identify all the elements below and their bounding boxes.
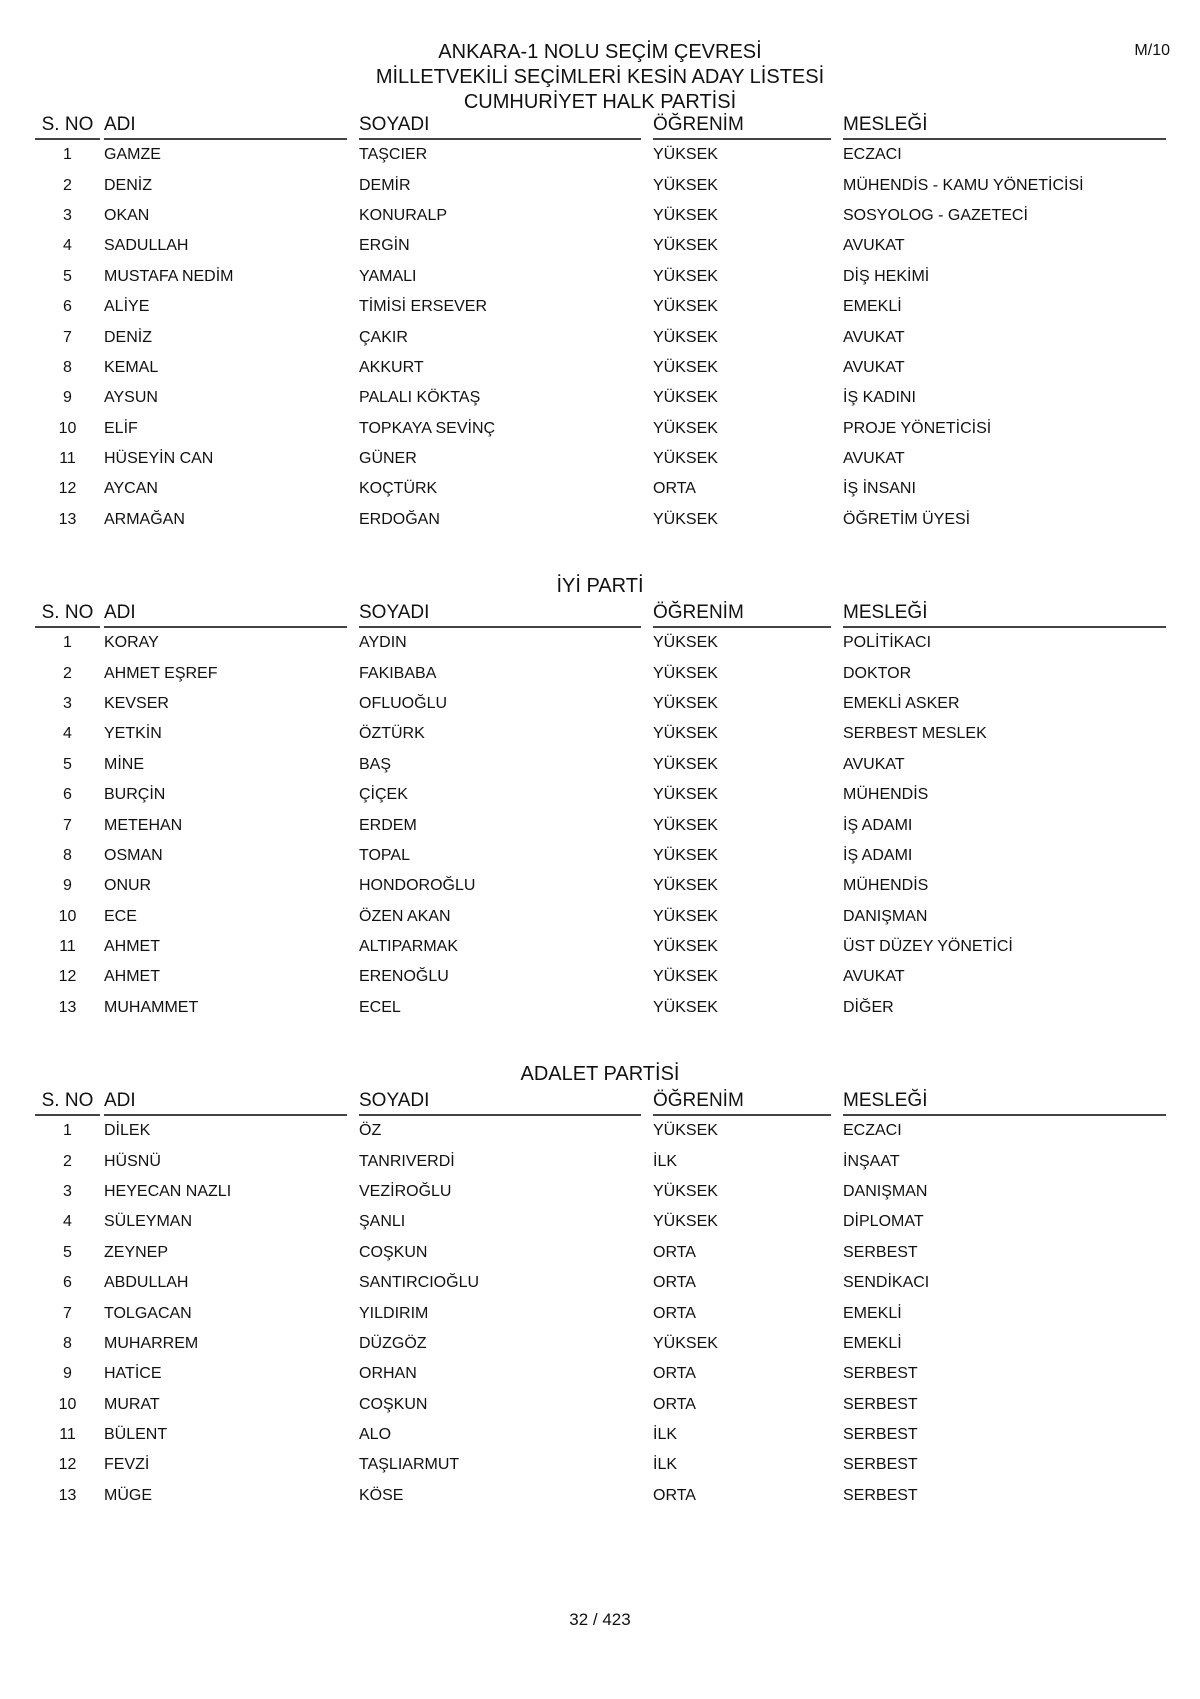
- col-header-meslegi: MESLEĞİ: [839, 112, 1166, 140]
- table-row: [35, 689, 1166, 719]
- cell-no: 13: [58, 510, 77, 528]
- col-header-no: S. NO: [35, 112, 100, 140]
- cell-soyadi: ERGİN: [359, 237, 410, 255]
- cell-meslegi: SERBEST: [843, 1243, 918, 1261]
- cell-no: 7: [63, 328, 72, 346]
- col-header-meslegi: MESLEĞİ: [839, 600, 1166, 628]
- table-row: [35, 231, 1166, 261]
- cell-no: 5: [63, 267, 72, 285]
- cell-adi: DİLEK: [104, 1122, 151, 1140]
- cell-soyadi: ÖZTÜRK: [359, 725, 425, 743]
- document-header: [0, 40, 1200, 115]
- table-body: [35, 628, 1166, 1023]
- cell-meslegi: AVUKAT: [843, 237, 905, 255]
- table-row: [35, 292, 1166, 322]
- cell-no: 2: [63, 664, 72, 682]
- cell-ogrenim: YÜKSEK: [653, 998, 718, 1016]
- table-row: [35, 1359, 1166, 1389]
- cell-ogrenim: YÜKSEK: [653, 510, 718, 528]
- cell-ogrenim: YÜKSEK: [653, 755, 718, 773]
- cell-meslegi: İŞ ADAMI: [843, 846, 913, 864]
- cell-ogrenim: YÜKSEK: [653, 206, 718, 224]
- cell-no: 2: [63, 1152, 72, 1170]
- cell-no: 1: [63, 634, 72, 652]
- cell-adi: DENİZ: [104, 328, 152, 346]
- table-row: [35, 719, 1166, 749]
- cell-ogrenim: ORTA: [653, 1365, 696, 1383]
- table-row: [35, 1481, 1166, 1511]
- table-row: [35, 262, 1166, 292]
- table-row: [35, 810, 1166, 840]
- cell-soyadi: ALTIPARMAK: [359, 938, 458, 956]
- cell-adi: MUSTAFA NEDİM: [104, 267, 234, 285]
- table-row: [35, 1420, 1166, 1450]
- col-header-adi: ADI: [100, 112, 355, 140]
- candidate-table-iyi: [35, 600, 1166, 1023]
- table-row: [35, 1146, 1166, 1176]
- cell-meslegi: DİĞER: [843, 998, 894, 1016]
- table-row: [35, 1207, 1166, 1237]
- cell-adi: KEVSER: [104, 694, 169, 712]
- table-row: [35, 505, 1166, 535]
- cell-soyadi: YAMALI: [359, 267, 417, 285]
- cell-meslegi: SERBEST MESLEK: [843, 725, 987, 743]
- cell-meslegi: SERBEST: [843, 1365, 918, 1383]
- cell-no: 10: [58, 419, 77, 437]
- cell-meslegi: AVUKAT: [843, 755, 905, 773]
- cell-adi: ONUR: [104, 877, 152, 895]
- cell-adi: BÜLENT: [104, 1426, 168, 1444]
- cell-meslegi: İŞ ADAMI: [843, 816, 913, 834]
- cell-no: 5: [63, 1243, 72, 1261]
- cell-meslegi: ÜST DÜZEY YÖNETİCİ: [843, 938, 1013, 956]
- cell-adi: SÜLEYMAN: [104, 1213, 193, 1231]
- cell-adi: BURÇİN: [104, 786, 166, 804]
- cell-no: 5: [63, 755, 72, 773]
- cell-ogrenim: ORTA: [653, 1274, 696, 1292]
- cell-no: 3: [63, 1182, 72, 1200]
- cell-meslegi: AVUKAT: [843, 450, 905, 468]
- cell-soyadi: SANTIRCIOĞLU: [359, 1274, 480, 1292]
- cell-ogrenim: YÜKSEK: [653, 816, 718, 834]
- candidate-table-chp: [35, 112, 1166, 535]
- table-header: [35, 112, 1166, 140]
- cell-ogrenim: YÜKSEK: [653, 968, 718, 986]
- cell-ogrenim: YÜKSEK: [653, 298, 718, 316]
- table-row: [35, 201, 1166, 231]
- cell-ogrenim: YÜKSEK: [653, 176, 718, 194]
- table-row: [35, 170, 1166, 200]
- table-row: [35, 932, 1166, 962]
- cell-no: 9: [63, 1365, 72, 1383]
- cell-no: 9: [63, 877, 72, 895]
- cell-adi: ABDULLAH: [104, 1274, 189, 1292]
- cell-soyadi: TAŞCIER: [359, 146, 428, 164]
- table-row: [35, 780, 1166, 810]
- cell-adi: AYCAN: [104, 480, 158, 498]
- cell-adi: YETKİN: [104, 725, 162, 743]
- cell-meslegi: AVUKAT: [843, 968, 905, 986]
- cell-soyadi: TİMİSİ ERSEVER: [359, 298, 488, 316]
- cell-adi: FEVZİ: [104, 1456, 150, 1474]
- col-header-adi: ADI: [100, 1088, 355, 1116]
- cell-adi: ECE: [104, 907, 137, 925]
- cell-adi: HÜSNÜ: [104, 1152, 161, 1170]
- cell-soyadi: ERDOĞAN: [359, 510, 440, 528]
- col-header-ogrenim: ÖĞRENİM: [649, 1088, 839, 1116]
- header-line-list-title: MİLLETVEKİLİ SEÇİMLERİ KESİN ADAY LİSTESİ: [375, 66, 825, 88]
- table-row: [35, 322, 1166, 352]
- table-row: [35, 1329, 1166, 1359]
- table-row: [35, 1390, 1166, 1420]
- cell-soyadi: YILDIRIM: [359, 1304, 429, 1322]
- cell-ogrenim: ORTA: [653, 480, 696, 498]
- cell-no: 8: [63, 846, 72, 864]
- cell-meslegi: POLİTİKACI: [843, 634, 932, 652]
- cell-no: 12: [58, 968, 77, 986]
- cell-ogrenim: YÜKSEK: [653, 694, 718, 712]
- cell-soyadi: COŞKUN: [359, 1395, 428, 1413]
- table-row: [35, 474, 1166, 504]
- cell-soyadi: ECEL: [359, 998, 401, 1016]
- cell-no: 13: [58, 998, 77, 1016]
- cell-meslegi: ÖĞRETİM ÜYESİ: [843, 510, 971, 528]
- cell-adi: GAMZE: [104, 146, 161, 164]
- page-number: 32 / 423: [569, 1610, 631, 1629]
- cell-soyadi: KONURALP: [359, 206, 448, 224]
- cell-ogrenim: ORTA: [653, 1243, 696, 1261]
- cell-meslegi: MÜHENDİS: [843, 786, 929, 804]
- cell-no: 3: [63, 206, 72, 224]
- cell-soyadi: TANRIVERDİ: [359, 1152, 455, 1170]
- cell-soyadi: DEMİR: [359, 176, 411, 194]
- cell-ogrenim: ORTA: [653, 1486, 696, 1504]
- cell-meslegi: DOKTOR: [843, 664, 912, 682]
- cell-ogrenim: YÜKSEK: [653, 1213, 718, 1231]
- table-row: [35, 962, 1166, 992]
- cell-meslegi: DANIŞMAN: [843, 1182, 928, 1200]
- cell-ogrenim: YÜKSEK: [653, 907, 718, 925]
- cell-meslegi: SERBEST: [843, 1395, 918, 1413]
- col-header-no: S. NO: [35, 600, 100, 628]
- cell-adi: MURAT: [104, 1395, 160, 1413]
- table-header: [35, 600, 1166, 628]
- col-header-adi: ADI: [100, 600, 355, 628]
- cell-soyadi: ORHAN: [359, 1365, 417, 1383]
- cell-soyadi: GÜNER: [359, 450, 417, 468]
- cell-no: 6: [63, 1274, 72, 1292]
- cell-meslegi: ECZACI: [843, 146, 902, 164]
- cell-meslegi: AVUKAT: [843, 328, 905, 346]
- cell-adi: DENİZ: [104, 176, 152, 194]
- cell-soyadi: ALO: [359, 1426, 392, 1444]
- table-row: [35, 902, 1166, 932]
- cell-adi: HATİCE: [104, 1365, 162, 1383]
- cell-no: 4: [63, 1213, 72, 1231]
- table-row: [35, 841, 1166, 871]
- cell-adi: AHMET: [104, 968, 160, 986]
- cell-adi: ARMAĞAN: [104, 510, 185, 528]
- cell-soyadi: ERDEM: [359, 816, 417, 834]
- cell-no: 7: [63, 1304, 72, 1322]
- cell-soyadi: KOÇTÜRK: [359, 480, 438, 498]
- table-row: [35, 1177, 1166, 1207]
- cell-adi: AHMET: [104, 938, 160, 956]
- cell-meslegi: SERBEST: [843, 1426, 918, 1444]
- cell-meslegi: ECZACI: [843, 1122, 902, 1140]
- cell-ogrenim: YÜKSEK: [653, 786, 718, 804]
- cell-meslegi: MÜHENDİS: [843, 877, 929, 895]
- table-row: [35, 444, 1166, 474]
- cell-no: 11: [59, 938, 76, 956]
- cell-adi: MÜGE: [104, 1486, 152, 1504]
- col-header-soyadi: SOYADI: [355, 1088, 649, 1116]
- cell-soyadi: COŞKUN: [359, 1243, 428, 1261]
- cell-adi: MUHARREM: [104, 1334, 199, 1352]
- cell-ogrenim: İLK: [653, 1456, 678, 1474]
- cell-meslegi: DANIŞMAN: [843, 907, 928, 925]
- col-header-ogrenim: ÖĞRENİM: [649, 112, 839, 140]
- cell-ogrenim: YÜKSEK: [653, 419, 718, 437]
- party-title-iyi: İYİ PARTİ: [556, 575, 644, 597]
- cell-ogrenim: YÜKSEK: [653, 938, 718, 956]
- cell-soyadi: ÖZEN AKAN: [359, 907, 451, 925]
- cell-no: 8: [63, 358, 72, 376]
- cell-soyadi: ÖZ: [359, 1122, 382, 1140]
- cell-adi: ZEYNEP: [104, 1243, 169, 1261]
- cell-meslegi: SERBEST: [843, 1456, 918, 1474]
- table-row: [35, 1450, 1166, 1480]
- cell-soyadi: HONDOROĞLU: [359, 877, 476, 895]
- cell-soyadi: AYDIN: [359, 634, 407, 652]
- cell-adi: AYSUN: [104, 389, 158, 407]
- cell-ogrenim: YÜKSEK: [653, 237, 718, 255]
- cell-meslegi: SOSYOLOG - GAZETECİ: [843, 206, 1028, 224]
- cell-ogrenim: İLK: [653, 1152, 678, 1170]
- cell-meslegi: AVUKAT: [843, 358, 905, 376]
- cell-adi: TOLGACAN: [104, 1304, 192, 1322]
- cell-adi: HÜSEYİN CAN: [104, 450, 214, 468]
- table-row: [35, 414, 1166, 444]
- cell-adi: AHMET EŞREF: [104, 664, 218, 682]
- cell-meslegi: EMEKLİ: [843, 298, 902, 316]
- cell-soyadi: ŞANLI: [359, 1213, 406, 1231]
- cell-meslegi: DİPLOMAT: [843, 1213, 924, 1231]
- cell-adi: KEMAL: [104, 358, 159, 376]
- cell-meslegi: PROJE YÖNETİCİSİ: [843, 419, 992, 437]
- col-header-no: S. NO: [35, 1088, 100, 1116]
- cell-no: 10: [58, 1395, 77, 1413]
- cell-soyadi: KÖSE: [359, 1486, 404, 1504]
- cell-meslegi: İNŞAAT: [843, 1152, 900, 1170]
- cell-no: 13: [58, 1486, 77, 1504]
- cell-no: 1: [63, 146, 72, 164]
- cell-no: 10: [58, 907, 77, 925]
- cell-no: 4: [63, 725, 72, 743]
- table-row: [35, 1238, 1166, 1268]
- table-row: [35, 353, 1166, 383]
- cell-soyadi: FAKIBABA: [359, 664, 437, 682]
- cell-adi: ALİYE: [104, 298, 150, 316]
- cell-no: 1: [63, 1122, 72, 1140]
- cell-ogrenim: YÜKSEK: [653, 1122, 718, 1140]
- cell-meslegi: SENDİKACI: [843, 1274, 930, 1292]
- cell-soyadi: TOPKAYA SEVİNÇ: [359, 419, 496, 437]
- table-row: [35, 1268, 1166, 1298]
- cell-ogrenim: YÜKSEK: [653, 450, 718, 468]
- table-body: [35, 140, 1166, 535]
- page-code: M/10: [1134, 42, 1170, 59]
- cell-meslegi: SERBEST: [843, 1486, 918, 1504]
- cell-soyadi: AKKURT: [359, 358, 424, 376]
- cell-ogrenim: İLK: [653, 1426, 678, 1444]
- cell-adi: MİNE: [104, 755, 144, 773]
- cell-soyadi: VEZİROĞLU: [359, 1182, 452, 1200]
- cell-no: 7: [63, 816, 72, 834]
- cell-ogrenim: YÜKSEK: [653, 389, 718, 407]
- cell-adi: SADULLAH: [104, 237, 189, 255]
- table-row: [35, 140, 1166, 170]
- cell-soyadi: ÇAKIR: [359, 328, 408, 346]
- col-header-meslegi: MESLEĞİ: [839, 1088, 1166, 1116]
- table-row: [35, 1298, 1166, 1328]
- table-row: [35, 993, 1166, 1023]
- candidate-table-adalet: [35, 1088, 1166, 1511]
- table-body: [35, 1116, 1166, 1511]
- cell-no: 12: [58, 1456, 77, 1474]
- cell-meslegi: İŞ İNSANI: [843, 480, 916, 498]
- cell-ogrenim: ORTA: [653, 1395, 696, 1413]
- cell-meslegi: İŞ KADINI: [843, 389, 916, 407]
- cell-soyadi: PALALI KÖKTAŞ: [359, 389, 481, 407]
- cell-no: 12: [58, 480, 77, 498]
- table-row: [35, 383, 1166, 413]
- cell-ogrenim: YÜKSEK: [653, 725, 718, 743]
- cell-no: 4: [63, 237, 72, 255]
- cell-meslegi: MÜHENDİS - KAMU YÖNETİCİSİ: [843, 176, 1084, 194]
- cell-adi: OKAN: [104, 206, 150, 224]
- cell-ogrenim: YÜKSEK: [653, 846, 718, 864]
- cell-ogrenim: YÜKSEK: [653, 146, 718, 164]
- cell-meslegi: EMEKLİ: [843, 1334, 902, 1352]
- cell-ogrenim: YÜKSEK: [653, 358, 718, 376]
- cell-no: 9: [63, 389, 72, 407]
- cell-soyadi: ERENOĞLU: [359, 968, 449, 986]
- table-row: [35, 871, 1166, 901]
- table-row: [35, 628, 1166, 658]
- cell-adi: HEYECAN NAZLI: [104, 1182, 232, 1200]
- cell-adi: MUHAMMET: [104, 998, 199, 1016]
- cell-no: 11: [59, 450, 76, 468]
- cell-ogrenim: YÜKSEK: [653, 1334, 718, 1352]
- cell-adi: METEHAN: [104, 816, 183, 834]
- table-row: [35, 1116, 1166, 1146]
- cell-ogrenim: YÜKSEK: [653, 634, 718, 652]
- col-header-soyadi: SOYADI: [355, 112, 649, 140]
- cell-ogrenim: ORTA: [653, 1304, 696, 1322]
- cell-ogrenim: YÜKSEK: [653, 1182, 718, 1200]
- table-row: [35, 658, 1166, 688]
- party-title-adalet: ADALET PARTİSİ: [520, 1063, 680, 1085]
- cell-soyadi: ÇİÇEK: [359, 786, 408, 804]
- table-header: [35, 1088, 1166, 1116]
- cell-no: 8: [63, 1334, 72, 1352]
- header-row: [35, 600, 1166, 628]
- cell-no: 6: [63, 298, 72, 316]
- cell-ogrenim: YÜKSEK: [653, 877, 718, 895]
- col-header-ogrenim: ÖĞRENİM: [649, 600, 839, 628]
- cell-ogrenim: YÜKSEK: [653, 267, 718, 285]
- cell-meslegi: EMEKLİ ASKER: [843, 694, 960, 712]
- cell-no: 6: [63, 786, 72, 804]
- party-title-chp: CUMHURİYET HALK PARTİSİ: [463, 91, 737, 113]
- cell-adi: OSMAN: [104, 846, 163, 864]
- cell-soyadi: TOPAL: [359, 846, 410, 864]
- cell-meslegi: DİŞ HEKİMİ: [843, 267, 930, 285]
- header-row: [35, 112, 1166, 140]
- cell-ogrenim: YÜKSEK: [653, 664, 718, 682]
- cell-soyadi: TAŞLIARMUT: [359, 1456, 460, 1474]
- cell-no: 11: [59, 1426, 76, 1444]
- cell-adi: ELİF: [104, 419, 138, 437]
- cell-soyadi: OFLUOĞLU: [359, 694, 448, 712]
- cell-soyadi: BAŞ: [359, 755, 392, 773]
- cell-ogrenim: YÜKSEK: [653, 328, 718, 346]
- col-header-soyadi: SOYADI: [355, 600, 649, 628]
- cell-adi: KORAY: [104, 634, 159, 652]
- header-row: [35, 1088, 1166, 1116]
- table-row: [35, 750, 1166, 780]
- cell-no: 3: [63, 694, 72, 712]
- cell-meslegi: EMEKLİ: [843, 1304, 902, 1322]
- cell-no: 2: [63, 176, 72, 194]
- header-line-constituency: ANKARA-1 NOLU SEÇİM ÇEVRESİ: [438, 41, 762, 63]
- cell-soyadi: DÜZGÖZ: [359, 1334, 427, 1352]
